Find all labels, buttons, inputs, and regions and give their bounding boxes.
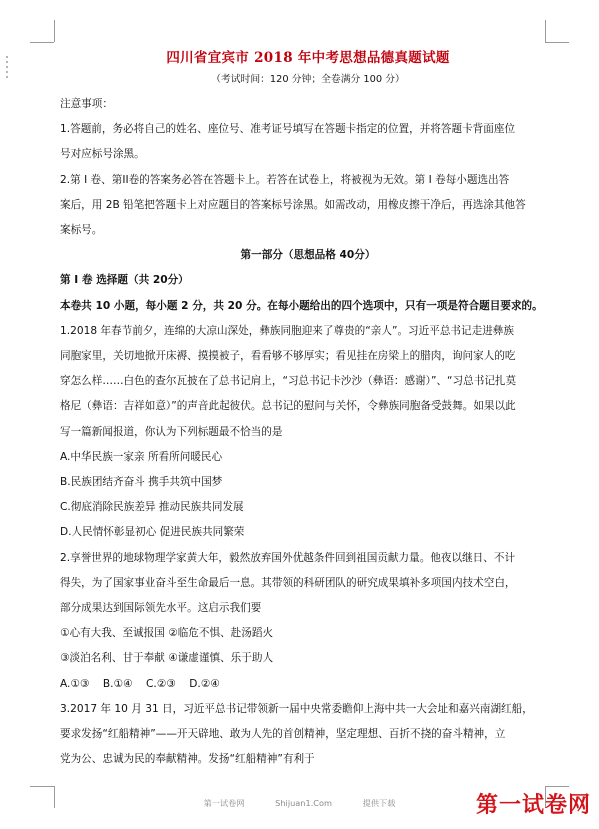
- footer-site-name: 第一试卷网: [203, 798, 245, 808]
- question-1-line: 写一篇新闻报道，你认为下列标题最不恰当的是: [60, 425, 283, 438]
- question-2-options: A.①③ B.①④ C.②③ D.②④: [60, 677, 220, 690]
- question-3-line: 党为公、忠诚为民的奉献精神。发扬“红船精神”有利于: [60, 753, 315, 766]
- question-1-line: 同胞家里，关切地掀开床褥、摸摸被子，看看够不够厚实；看见挂在房梁上的腊肉，询问家人的吃: [60, 350, 516, 363]
- exam-title: 四川省宜宾市 2018 年中考思想品德真题试题: [166, 50, 450, 66]
- exam-page: [60, 42, 556, 772]
- question-1-line: 1.2018 年春节前夕，连绵的大凉山深处，彝族同胞迎来了尊贵的“亲人”。习近平总书记走进彝族: [60, 324, 514, 337]
- section-instruction: 本卷共 10 小题，每小题 2 分，共 20 分。在每小题给出的四个选项中，只有一项是符合题目要求的。: [60, 299, 543, 312]
- footer-download-note: 提供下载: [362, 798, 396, 808]
- question-1-option-c: C.彻底消除民族差异 推动民族共同发展: [60, 501, 244, 514]
- notice-heading: 注意事项：: [60, 98, 113, 110]
- notice-line: 案后，用 2B 铅笔把答题卡上对应题目的答案标号涂黑。如需改动，用橡皮擦干净后，再选涂其他答: [60, 198, 526, 211]
- crop-mark-top-left-v: [54, 20, 55, 42]
- crop-mark-bottom-right-h: [545, 786, 569, 787]
- footer-site-url[interactable]: Shijuan1.Com: [275, 798, 333, 808]
- margin-dots: [6, 56, 9, 81]
- exam-subtitle: （考试时间：120 分钟；全卷满分 100 分）: [211, 74, 405, 85]
- question-2-choices: ③淡泊名利、甘于奉献 ④谦虚谨慎、乐于助人: [60, 652, 274, 665]
- crop-mark-top-left-h: [30, 42, 54, 43]
- question-2-choices: ①心有大我、至诚报国 ②临危不惧、赴汤蹈火: [60, 627, 274, 640]
- question-1-option-b: B.民族团结齐奋斗 携手共筑中国梦: [60, 476, 223, 489]
- question-1-line: 穿怎么样……白色的查尔瓦披在了总书记肩上，“习总书记卡沙沙（彝语：感谢）”、“习总书记扎莫: [60, 375, 517, 388]
- question-3-line: 3.2017 年 10 月 31 日，习近平总书记带领新一届中央常委瞻仰上海中共一大会址和嘉兴南湖红船，: [60, 702, 533, 715]
- question-1-option-a: A.中华民族一家亲 所看所问暖民心: [60, 450, 223, 463]
- crop-mark-bottom-left-h: [30, 786, 54, 787]
- notice-line: 案标号。: [60, 224, 103, 237]
- question-2-line: 得失，为了国家事业奋斗至生命最后一息。其带领的科研团队的研究成果填补多项国内技术空白，: [60, 576, 516, 589]
- site-logo[interactable]: 第一试卷网: [475, 792, 591, 818]
- crop-mark-top-right-v: [545, 20, 546, 42]
- notice-line: 2.第 I 卷、第II卷的答案务必答在答题卡上。若答在试卷上，将被视为无效。第 I 卷每小题选出答: [60, 173, 510, 186]
- volume-title: 第 I 卷 选择题（共 20分）: [60, 274, 189, 287]
- question-2-line: 部分成果达到国际领先水平。这启示我们要: [60, 602, 262, 615]
- question-1-option-d: D.人民情怀彰显初心 促进民族共同繁荣: [60, 526, 245, 539]
- question-1-line: 格尼（彝语：吉祥如意）”的声音此起彼伏。总书记的慰问与关怀，令彝族同胞备受鼓舞。如果以此: [60, 400, 516, 413]
- notice-line: 号对应标号涂黑。: [60, 148, 145, 161]
- question-2-line: 2.享誉世界的地球物理学家黄大年，毅然放弃国外优越条件回到祖国贡献力量。他夜以继日、不计: [60, 551, 516, 564]
- notice-line: 1.答题前，务必将自己的姓名、座位号、准考证号填写在答题卡指定的位置，并将答题卡背面座位: [60, 123, 516, 136]
- part-title: 第一部分（思想品格 40分）: [240, 249, 376, 262]
- question-3-line: 要求发扬“红船精神”——开天辟地、敢为人先的首创精神，坚定理想、百折不挠的奋斗精神，立: [60, 728, 506, 741]
